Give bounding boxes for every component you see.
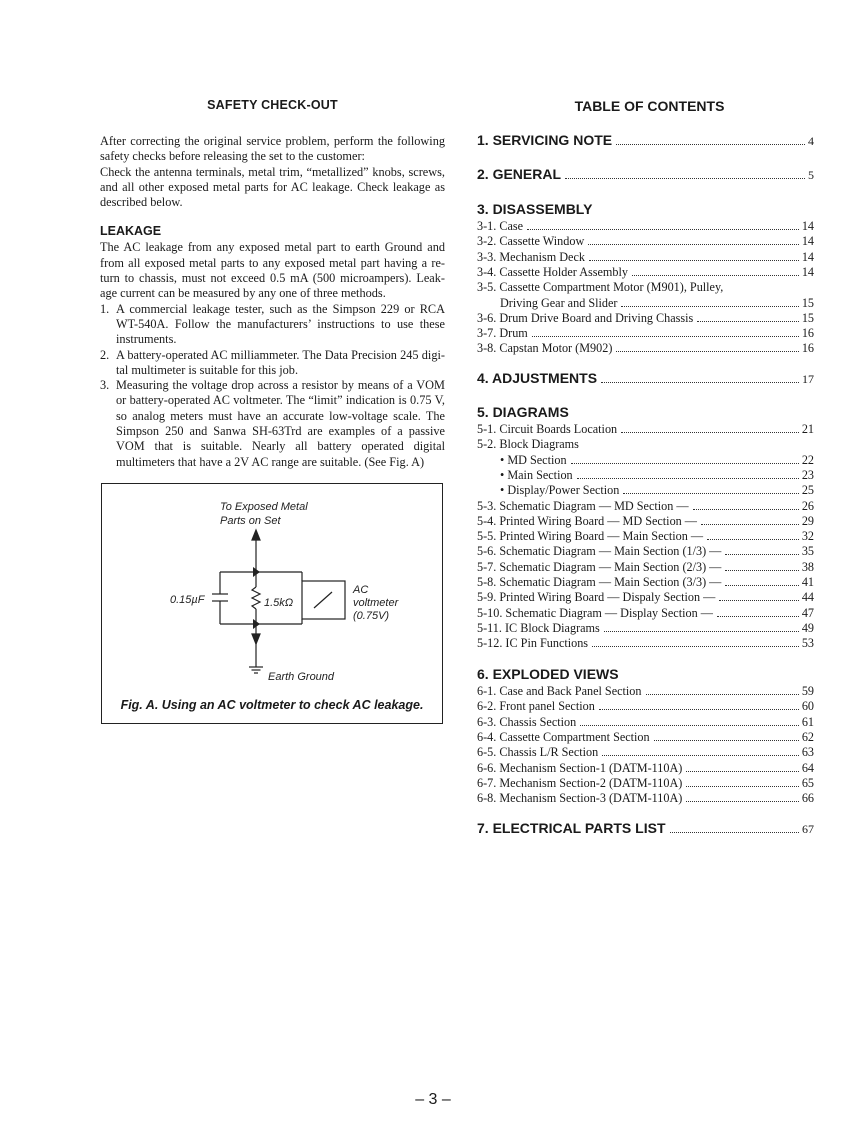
toc-subentry-label: • MD Section [500, 452, 567, 467]
toc-subentry-label: Driving Gear and Slider [500, 295, 618, 310]
toc-subentry-page: 15 [801, 295, 814, 310]
resistor-symbol [252, 587, 260, 609]
toc-subentry[interactable] [477, 311, 814, 326]
toc-subentry-label: 6-4. Cassette Compartment Section [477, 729, 650, 744]
toc-subentry[interactable] [477, 621, 814, 636]
toc-subentry-label: 6-3. Chassis Section [477, 714, 577, 729]
toc-subentry-label: 3-2. Cassette Window [477, 234, 585, 249]
method-text: A battery-operated AC milliammeter. The Data Precision 245 digi- tal multimeter is suitable for this job. [116, 347, 445, 377]
toc-subentry-page: 41 [801, 575, 814, 589]
toc-subentry-page: 14 [801, 264, 814, 279]
toc-subentry[interactable] [477, 684, 814, 699]
toc-subentry[interactable] [477, 219, 814, 234]
toc-leader-dots [616, 351, 798, 352]
toc-leader-dots [532, 336, 799, 337]
arrow-down-icon [252, 634, 260, 644]
toc-leader-dots [527, 229, 799, 230]
toc-entry-electrical-parts-list[interactable] [477, 820, 814, 837]
label-resistor: 1.5kΩ [264, 597, 294, 609]
toc-heading-exploded-views: 6. EXPLODED VIEWS [477, 666, 619, 682]
toc-leader-dots [725, 570, 798, 571]
toc-subentry-page: 32 [801, 529, 814, 544]
toc-subentry[interactable] [477, 791, 814, 806]
toc-subentry-page: 29 [801, 513, 814, 528]
toc-subentry[interactable] [477, 699, 814, 714]
label-capacitor: 0.15µF [170, 594, 205, 606]
toc-leader-dots [601, 382, 799, 383]
safety-checkout-section [100, 98, 445, 470]
toc-leader-dots [580, 725, 799, 726]
toc-subentry-label: 6-5. Chassis L/R Section [477, 745, 599, 760]
toc-subentry-page: 35 [801, 544, 814, 559]
method-number: 3. [100, 378, 110, 393]
toc-subentry-page: 15 [801, 310, 814, 325]
toc-subentry-page: 26 [801, 498, 814, 513]
toc-leader-dots [599, 709, 799, 710]
toc-subentry[interactable] [477, 745, 814, 760]
toc-leader-dots [654, 740, 799, 741]
toc-leader-dots [686, 771, 798, 772]
toc-leader-dots [697, 321, 799, 322]
circuit-diagram [102, 484, 444, 725]
toc-subentry-page: 66 [801, 791, 814, 806]
toc-subentry-label: 6-8. Mechanism Section-3 (DATM-110A) [477, 791, 683, 806]
toc-title: TABLE OF CONTENTS [574, 98, 725, 114]
toc-subentry-label: 5-11. IC Block Diagrams [477, 620, 600, 635]
toc-subentry-label: 6-2. Front panel Section [477, 699, 595, 714]
toc-subentry[interactable] [477, 529, 814, 544]
toc-leader-dots [701, 524, 799, 525]
safety-title: SAFETY CHECK-OUT [207, 98, 338, 112]
toc-subentry[interactable] [477, 250, 814, 265]
toc-subentry-label: 5-4. Printed Wiring Board — MD Section — [477, 513, 697, 528]
method-text: Measuring the voltage drop across a resistor by means of a VOM or battery-operated AC voltmeter. The “limit” indication is 0.75 V, so analog meters must have an accurate low-voltage scale. The Simpson 250 and Sanwa SH-63Trd are examples of a passive VOM that is suitable. Nearly all battery operated digital multimeters that have a 2V AC range are suitable. (See Fig. A) [116, 378, 445, 469]
toc-subentry-label: 5-9. Printed Wiring Board — Dispaly Section — [477, 590, 716, 605]
method-number: 1. [100, 301, 110, 316]
toc-subentry[interactable] [477, 514, 814, 529]
toc-subentry[interactable] [477, 422, 814, 437]
leakage-methods-list [100, 302, 445, 470]
method-item [100, 302, 445, 348]
toc-entry-general[interactable] [477, 166, 814, 183]
toc-subentry-page: 14 [801, 249, 814, 264]
toc-subentry[interactable] [500, 468, 814, 483]
toc-subentry-label: 5-1. Circuit Boards Location [477, 422, 618, 436]
toc-leader-dots [725, 554, 798, 555]
label-earth-ground: Earth Ground [268, 671, 335, 683]
toc-leader-dots [577, 478, 799, 479]
toc-subentry-label: 5-3. Schematic Diagram — MD Section — [477, 498, 689, 513]
toc-leader-dots [686, 801, 798, 802]
toc-subentry-page: 14 [801, 219, 814, 233]
toc-leader-dots [616, 144, 805, 145]
method-text: A commercial leakage tester, such as the Simpson 229 or RCA WT-540A. Follow the manufacturers’ instructions to use these instruments. [116, 301, 445, 347]
toc-subentry[interactable] [477, 715, 814, 730]
toc-subentry[interactable] [477, 606, 814, 621]
toc-leader-dots [592, 646, 799, 647]
toc-leader-dots [588, 244, 799, 245]
figure-caption: Fig. A. Using an AC voltmeter to check AC leakage. [120, 698, 424, 712]
toc-subentry-page: 65 [801, 775, 814, 790]
toc-leader-dots [719, 600, 799, 601]
toc-subentry-page: 21 [801, 422, 814, 436]
method-number: 2. [100, 347, 110, 362]
toc-entry-adjustments[interactable] [477, 370, 814, 387]
toc-subentry-page: 16 [801, 341, 814, 356]
toc-subentry[interactable] [477, 776, 814, 791]
toc-subentry-page: 22 [801, 452, 814, 467]
toc-subentry-label: 3-4. Cassette Holder Assembly [477, 264, 628, 279]
toc-subentry-page: 16 [801, 326, 814, 341]
toc-subentry-page: 25 [801, 483, 814, 498]
toc-leader-dots [621, 306, 798, 307]
toc-subentry-label: 5-12. IC Pin Functions [477, 636, 589, 651]
toc-leader-dots [646, 694, 799, 695]
method-item [100, 348, 445, 379]
toc-subentry-label: 5-5. Printed Wiring Board — Main Section — [477, 529, 704, 544]
toc-leader-dots [686, 786, 798, 787]
toc-subentry-page: 60 [801, 699, 814, 714]
toc-heading-diagrams: 5. DIAGRAMS [477, 404, 569, 420]
toc-subentry-page: 64 [801, 760, 814, 775]
toc-entry-page: 4 [808, 134, 814, 148]
toc-leader-dots [589, 260, 799, 261]
toc-subentry-label: 6-6. Mechanism Section-1 (DATM-110A) [477, 760, 683, 775]
toc-leader-dots [725, 585, 798, 586]
toc-subentry[interactable] [477, 265, 814, 280]
label-parts-on-set: Parts on Set [220, 515, 281, 527]
toc-subentry-page: 61 [801, 714, 814, 729]
toc-heading-disassembly: 3. DISASSEMBLY [477, 201, 593, 217]
toc-entry-label: 2. GENERAL [477, 166, 562, 182]
toc-subentry[interactable] [477, 636, 814, 651]
toc-leader-dots [623, 493, 798, 494]
toc-subentry-page: 14 [801, 234, 814, 249]
toc-subentry[interactable] [477, 499, 814, 514]
toc-subentry-page: 59 [801, 684, 814, 698]
toc-subentry-label: 3-6. Drum Drive Board and Driving Chassis [477, 310, 694, 325]
toc-subentry-heading: 3-5. Cassette Compartment Motor (M901), Pulley, [477, 280, 724, 295]
label-voltmeter: voltmeter [353, 597, 399, 609]
toc-entry-servicing-note[interactable] [477, 132, 814, 149]
toc-subentry[interactable] [477, 326, 814, 341]
toc-subentry-page: 62 [801, 729, 814, 744]
toc-entry-page: 5 [808, 168, 814, 182]
toc-leader-dots [621, 432, 799, 433]
toc-subentry[interactable] [500, 453, 814, 468]
toc-entry-page: 67 [802, 822, 814, 836]
toc-leader-dots [693, 509, 799, 510]
label-voltmeter-range: (0.75V) [353, 610, 390, 622]
toc-subentry-label: 3-7. Drum [477, 326, 528, 341]
toc-leader-dots [565, 178, 805, 179]
toc-subentry-page: 23 [801, 467, 814, 482]
toc-subentry-label: • Main Section [500, 467, 573, 482]
method-item [100, 378, 445, 470]
toc-subentry-page: 53 [801, 636, 814, 651]
toc-subentry[interactable] [477, 730, 814, 745]
toc-leader-dots [571, 463, 799, 464]
toc-leader-dots [717, 616, 799, 617]
toc-entry-label: 1. SERVICING NOTE [477, 132, 613, 148]
toc-subentry-label: 5-6. Schematic Diagram — Main Section (1/3) — [477, 544, 722, 559]
voltmeter-needle [314, 592, 332, 608]
label-exposed-metal: To Exposed Metal [220, 501, 308, 513]
toc-subentry-label: 6-1. Case and Back Panel Section [477, 684, 642, 698]
toc-subentry-page: 47 [801, 605, 814, 620]
toc-entry-page: 17 [802, 372, 814, 386]
toc-subentry-label: 3-1. Case [477, 219, 524, 233]
toc-subentry[interactable] [500, 296, 814, 311]
toc-subentry[interactable] [477, 761, 814, 776]
figure-a [101, 483, 443, 724]
toc-subentry[interactable] [477, 341, 814, 356]
toc-subentry-label: 6-7. Mechanism Section-2 (DATM-110A) [477, 775, 683, 790]
safety-intro: After correcting the original service problem, perform the following safety checks before releasing the set to the customer: [100, 134, 445, 164]
leakage-title: LEAKAGE [100, 224, 162, 239]
toc-subentry-label: 5-7. Schematic Diagram — Main Section (2/3) — [477, 559, 722, 574]
toc-subentry-label: 5-10. Schematic Diagram — Display Section — [477, 605, 713, 620]
toc-subentry[interactable] [477, 234, 814, 249]
toc-subentry-page: 63 [801, 745, 814, 760]
leakage-text: The AC leakage from any exposed metal part to earth Ground and from all exposed metal parts to any exposed metal part having a re- turn to chassis, must not exceed 0.5 mA (500 microampers). Leak- age current can be measured by any one of three methods. [100, 240, 445, 301]
toc-leader-dots [604, 631, 799, 632]
toc-subentry-page: 49 [801, 620, 814, 635]
toc-leader-dots [707, 539, 799, 540]
toc-subentry-label: 3-3. Mechanism Deck [477, 249, 585, 264]
toc-subentry-heading: 5-2. Block Diagrams [477, 437, 579, 452]
toc-subentry[interactable] [500, 483, 814, 498]
toc-subentry-label: 5-8. Schematic Diagram — Main Section (3/3) — [477, 575, 722, 589]
toc-leader-dots [632, 275, 799, 276]
toc-subentry[interactable] [477, 590, 814, 605]
label-ac: AC [353, 584, 369, 596]
toc-subentry[interactable] [477, 560, 814, 575]
toc-leader-dots [602, 755, 799, 756]
toc-subentry[interactable] [477, 575, 814, 590]
toc-subentry-label: • Display/Power Section [500, 483, 620, 498]
toc-subentry-page: 44 [801, 590, 814, 605]
toc-entry-label: 4. ADJUSTMENTS [477, 370, 598, 386]
toc-subentry-label: 3-8. Capstan Motor (M902) [477, 341, 613, 356]
toc-entry-label: 7. ELECTRICAL PARTS LIST [477, 820, 666, 836]
toc-subentry[interactable] [477, 544, 814, 559]
arrow-up-icon [252, 530, 260, 540]
toc-leader-dots [670, 832, 800, 833]
toc-subentry-page: 38 [801, 559, 814, 574]
page-number: – 3 – [415, 1091, 451, 1108]
safety-intro-2: Check the antenna terminals, metal trim, “metallized” knobs, screws, and all other exposed metal parts for AC leakage. Check leakage as described below. [100, 164, 445, 210]
